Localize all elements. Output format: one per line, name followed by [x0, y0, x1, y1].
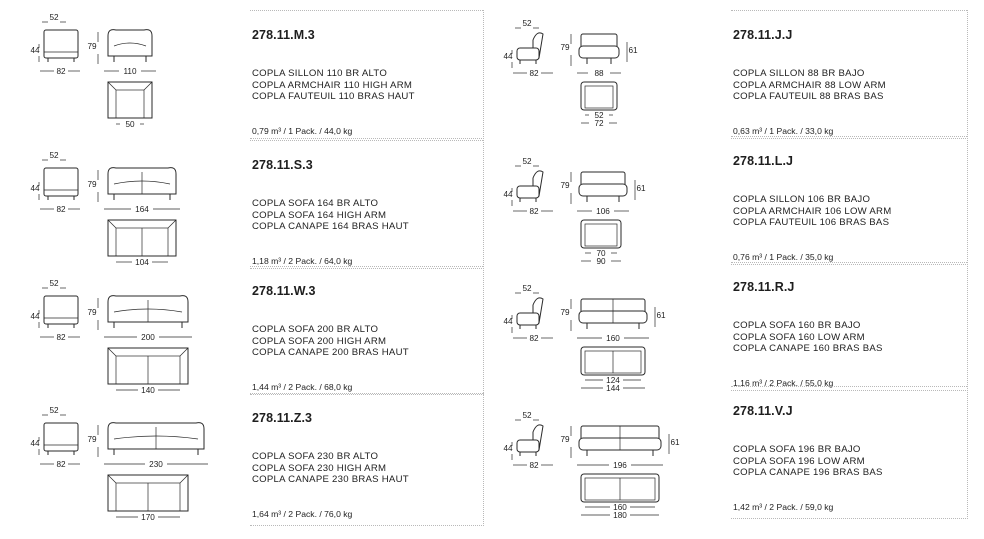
plan-view	[108, 82, 152, 129]
product-description	[733, 320, 883, 355]
seat-height-label: 44	[30, 312, 40, 321]
inner-width-label: 70	[596, 249, 606, 258]
seat-height-label: 44	[503, 444, 513, 453]
product-code: 278.11.M.3	[252, 28, 315, 42]
product-drawing-m3	[30, 12, 230, 138]
product-description	[252, 324, 409, 359]
height-label: 79	[560, 181, 570, 190]
product-spec-w3	[250, 266, 484, 395]
description-line-es: COPLA SOFA 196 BR BAJO	[733, 444, 861, 455]
description-line-fr: COPLA CANAPE 196 BRAS BAS	[733, 467, 883, 479]
side-seat-shape	[517, 313, 539, 325]
side-seat-shape	[517, 186, 539, 198]
dotted-divider	[250, 140, 483, 141]
description-line-es: COPLA SILLON 110 BR ALTO	[252, 68, 388, 79]
side-back-shape	[44, 30, 78, 58]
inner-width-label: 160	[613, 503, 627, 512]
height-label: 79	[87, 42, 97, 51]
product-description	[733, 194, 891, 229]
depth-label: 52	[522, 19, 532, 28]
outer-width-label: 144	[606, 384, 620, 393]
front-seat-shape	[579, 46, 619, 58]
side-back-shape	[44, 423, 78, 451]
product-drawing-s3	[30, 150, 230, 276]
dotted-divider	[250, 266, 483, 267]
total-depth-label: 82	[529, 334, 539, 343]
inner-width-label: 140	[141, 386, 155, 395]
description-line-es: COPLA SOFA 160 BR BAJO	[733, 320, 861, 331]
product-description	[733, 444, 883, 479]
description-line-fr: COPLA FAUTEUIL 106 BRAS BAS	[733, 217, 890, 229]
description-line-en: COPLA SOFA 164 HIGH ARM	[252, 209, 387, 221]
packaging-info: 0,76 m³ / 1 Pack. / 35,0 kg	[733, 252, 834, 262]
dimension-drawing	[503, 283, 703, 409]
product-code: 278.11.V.J	[733, 404, 793, 418]
description-line-fr: COPLA CANAPE 160 BRAS BAS	[733, 343, 883, 355]
dotted-divider	[731, 262, 967, 263]
depth-label: 52	[522, 411, 532, 420]
front-view	[577, 426, 663, 470]
product-description	[252, 451, 409, 486]
outer-width-label: 72	[594, 119, 604, 128]
outer-width-label: 180	[613, 511, 627, 520]
description-line-fr: COPLA CANAPE 200 BRAS HAUT	[252, 347, 409, 359]
product-code: 278.11.R.J	[733, 280, 795, 294]
dotted-divider	[731, 386, 967, 387]
packaging-info: 1,42 m³ / 2 Pack. / 59,0 kg	[733, 502, 834, 512]
width-label: 88	[594, 69, 604, 78]
seat-height-label: 44	[30, 439, 40, 448]
front-view	[104, 423, 208, 469]
product-code: 278.11.S.3	[252, 158, 313, 172]
seat-height-label: 44	[30, 46, 40, 55]
dimension-drawing	[30, 278, 230, 404]
product-code: 278.11.J.J	[733, 28, 793, 42]
inner-width-label: 50	[125, 120, 135, 129]
packaging-info: 1,16 m³ / 2 Pack. / 55,0 kg	[733, 378, 834, 388]
seat-height-label: 44	[30, 184, 40, 193]
side-seat-shape	[517, 440, 539, 452]
product-spec-s3	[250, 140, 484, 269]
inner-width-label: 124	[606, 376, 620, 385]
width-label: 160	[606, 334, 620, 343]
height-label: 79	[560, 308, 570, 317]
depth-label: 52	[522, 284, 532, 293]
plan-view	[581, 474, 659, 520]
description-line-es: COPLA SOFA 164 BR ALTO	[252, 198, 379, 209]
arm-height-label: 61	[656, 311, 666, 320]
total-depth-label: 82	[56, 333, 66, 342]
product-description	[252, 198, 409, 233]
plan-outline	[108, 82, 152, 118]
dotted-divider	[731, 10, 967, 11]
height-label: 79	[87, 180, 97, 189]
total-depth-label: 82	[529, 461, 539, 470]
description-line-en: COPLA SOFA 160 LOW ARM	[733, 331, 865, 343]
seat-height-label: 44	[503, 317, 513, 326]
description-line-en: COPLA SOFA 200 HIGH ARM	[252, 335, 387, 347]
description-line-es: COPLA SOFA 200 BR ALTO	[252, 324, 379, 335]
description-line-fr: COPLA CANAPE 164 BRAS HAUT	[252, 221, 409, 233]
product-spec-vj	[731, 386, 968, 519]
product-code: 278.11.W.3	[252, 284, 316, 298]
height-label: 79	[87, 435, 97, 444]
dimension-drawing	[30, 12, 230, 138]
total-depth-label: 82	[56, 460, 66, 469]
outer-width-label: 90	[596, 257, 606, 266]
width-label: 200	[141, 333, 155, 342]
side-view	[30, 151, 98, 214]
dotted-divider	[731, 136, 967, 137]
width-label: 110	[123, 67, 137, 76]
product-description	[252, 68, 415, 103]
product-drawing-rj	[503, 283, 703, 409]
front-view	[577, 299, 649, 343]
depth-label: 52	[49, 406, 59, 415]
depth-label: 52	[49, 13, 59, 22]
dimension-drawing	[503, 156, 703, 282]
depth-label: 52	[49, 279, 59, 288]
product-spec-z3	[250, 393, 484, 526]
description-line-es: COPLA SOFA 230 BR ALTO	[252, 451, 379, 462]
product-drawing-lj	[503, 156, 703, 282]
front-view	[577, 34, 621, 78]
description-line-en: COPLA SOFA 230 HIGH ARM	[252, 462, 387, 474]
product-spec-m3	[250, 10, 484, 139]
description-line-en: COPLA ARMCHAIR 106 LOW ARM	[733, 205, 892, 217]
side-view	[30, 13, 98, 76]
arm-height-label: 61	[670, 438, 680, 447]
height-label: 79	[87, 308, 97, 317]
width-label: 164	[135, 205, 149, 214]
arm-height-label: 61	[636, 184, 646, 193]
front-view	[577, 172, 629, 216]
width-label: 106	[596, 207, 610, 216]
front-view	[104, 30, 156, 76]
product-spec-jj	[731, 10, 968, 139]
plan-view	[108, 475, 188, 522]
arm-height-label: 61	[628, 46, 638, 55]
seat-height-label: 44	[503, 52, 513, 61]
product-drawing-vj	[503, 410, 703, 536]
packaging-info: 1,64 m³ / 2 Pack. / 76,0 kg	[252, 509, 353, 519]
plan-view	[108, 348, 188, 395]
depth-label: 52	[522, 157, 532, 166]
total-depth-label: 82	[56, 67, 66, 76]
product-description	[733, 68, 886, 103]
inner-width-label: 104	[135, 258, 149, 267]
total-depth-label: 82	[529, 207, 539, 216]
width-label: 230	[149, 460, 163, 469]
side-view	[30, 406, 98, 469]
plan-view	[108, 220, 176, 267]
side-view	[30, 279, 98, 342]
total-depth-label: 82	[529, 69, 539, 78]
description-line-fr: COPLA CANAPE 230 BRAS HAUT	[252, 474, 409, 486]
inner-width-label: 170	[141, 513, 155, 522]
description-line-fr: COPLA FAUTEUIL 110 BRAS HAUT	[252, 91, 415, 103]
dimension-drawing	[30, 150, 230, 276]
inner-width-label: 52	[594, 111, 604, 120]
front-view	[104, 296, 192, 342]
product-code: 278.11.Z.3	[252, 411, 313, 425]
height-label: 79	[560, 435, 570, 444]
packaging-info: 0,63 m³ / 1 Pack. / 33,0 kg	[733, 126, 834, 136]
dimension-drawing	[503, 410, 703, 536]
dimension-drawing	[503, 18, 703, 144]
description-line-fr: COPLA FAUTEUIL 88 BRAS BAS	[733, 91, 884, 103]
packaging-info: 0,79 m³ / 1 Pack. / 44,0 kg	[252, 126, 353, 136]
product-drawing-w3	[30, 278, 230, 404]
description-line-en: COPLA ARMCHAIR 110 HIGH ARM	[252, 79, 413, 91]
side-back-shape	[44, 296, 78, 324]
description-line-es: COPLA SILLON 88 BR BAJO	[733, 68, 865, 79]
product-drawing-jj	[503, 18, 703, 144]
description-line-en: COPLA ARMCHAIR 88 LOW ARM	[733, 79, 886, 91]
plan-view	[581, 220, 621, 266]
product-spec-lj	[731, 136, 968, 265]
plan-view	[581, 82, 617, 128]
depth-label: 52	[49, 151, 59, 160]
side-seat-shape	[517, 48, 539, 60]
width-label: 196	[613, 461, 627, 470]
seat-height-label: 44	[503, 190, 513, 199]
product-drawing-z3	[30, 405, 230, 531]
product-code: 278.11.L.J	[733, 154, 794, 168]
height-label: 79	[560, 43, 570, 52]
front-seat-shape	[579, 184, 627, 196]
total-depth-label: 82	[56, 205, 66, 214]
plan-view	[581, 347, 645, 393]
packaging-info: 1,44 m³ / 2 Pack. / 68,0 kg	[252, 382, 353, 392]
description-line-en: COPLA SOFA 196 LOW ARM	[733, 455, 865, 467]
dotted-divider	[250, 10, 483, 11]
dimension-drawing	[30, 405, 230, 531]
front-view	[104, 168, 180, 214]
packaging-info: 1,18 m³ / 2 Pack. / 64,0 kg	[252, 256, 353, 266]
description-line-es: COPLA SILLON 106 BR BAJO	[733, 194, 871, 205]
side-back-shape	[44, 168, 78, 196]
dotted-divider	[250, 393, 483, 394]
product-spec-rj	[731, 262, 968, 391]
